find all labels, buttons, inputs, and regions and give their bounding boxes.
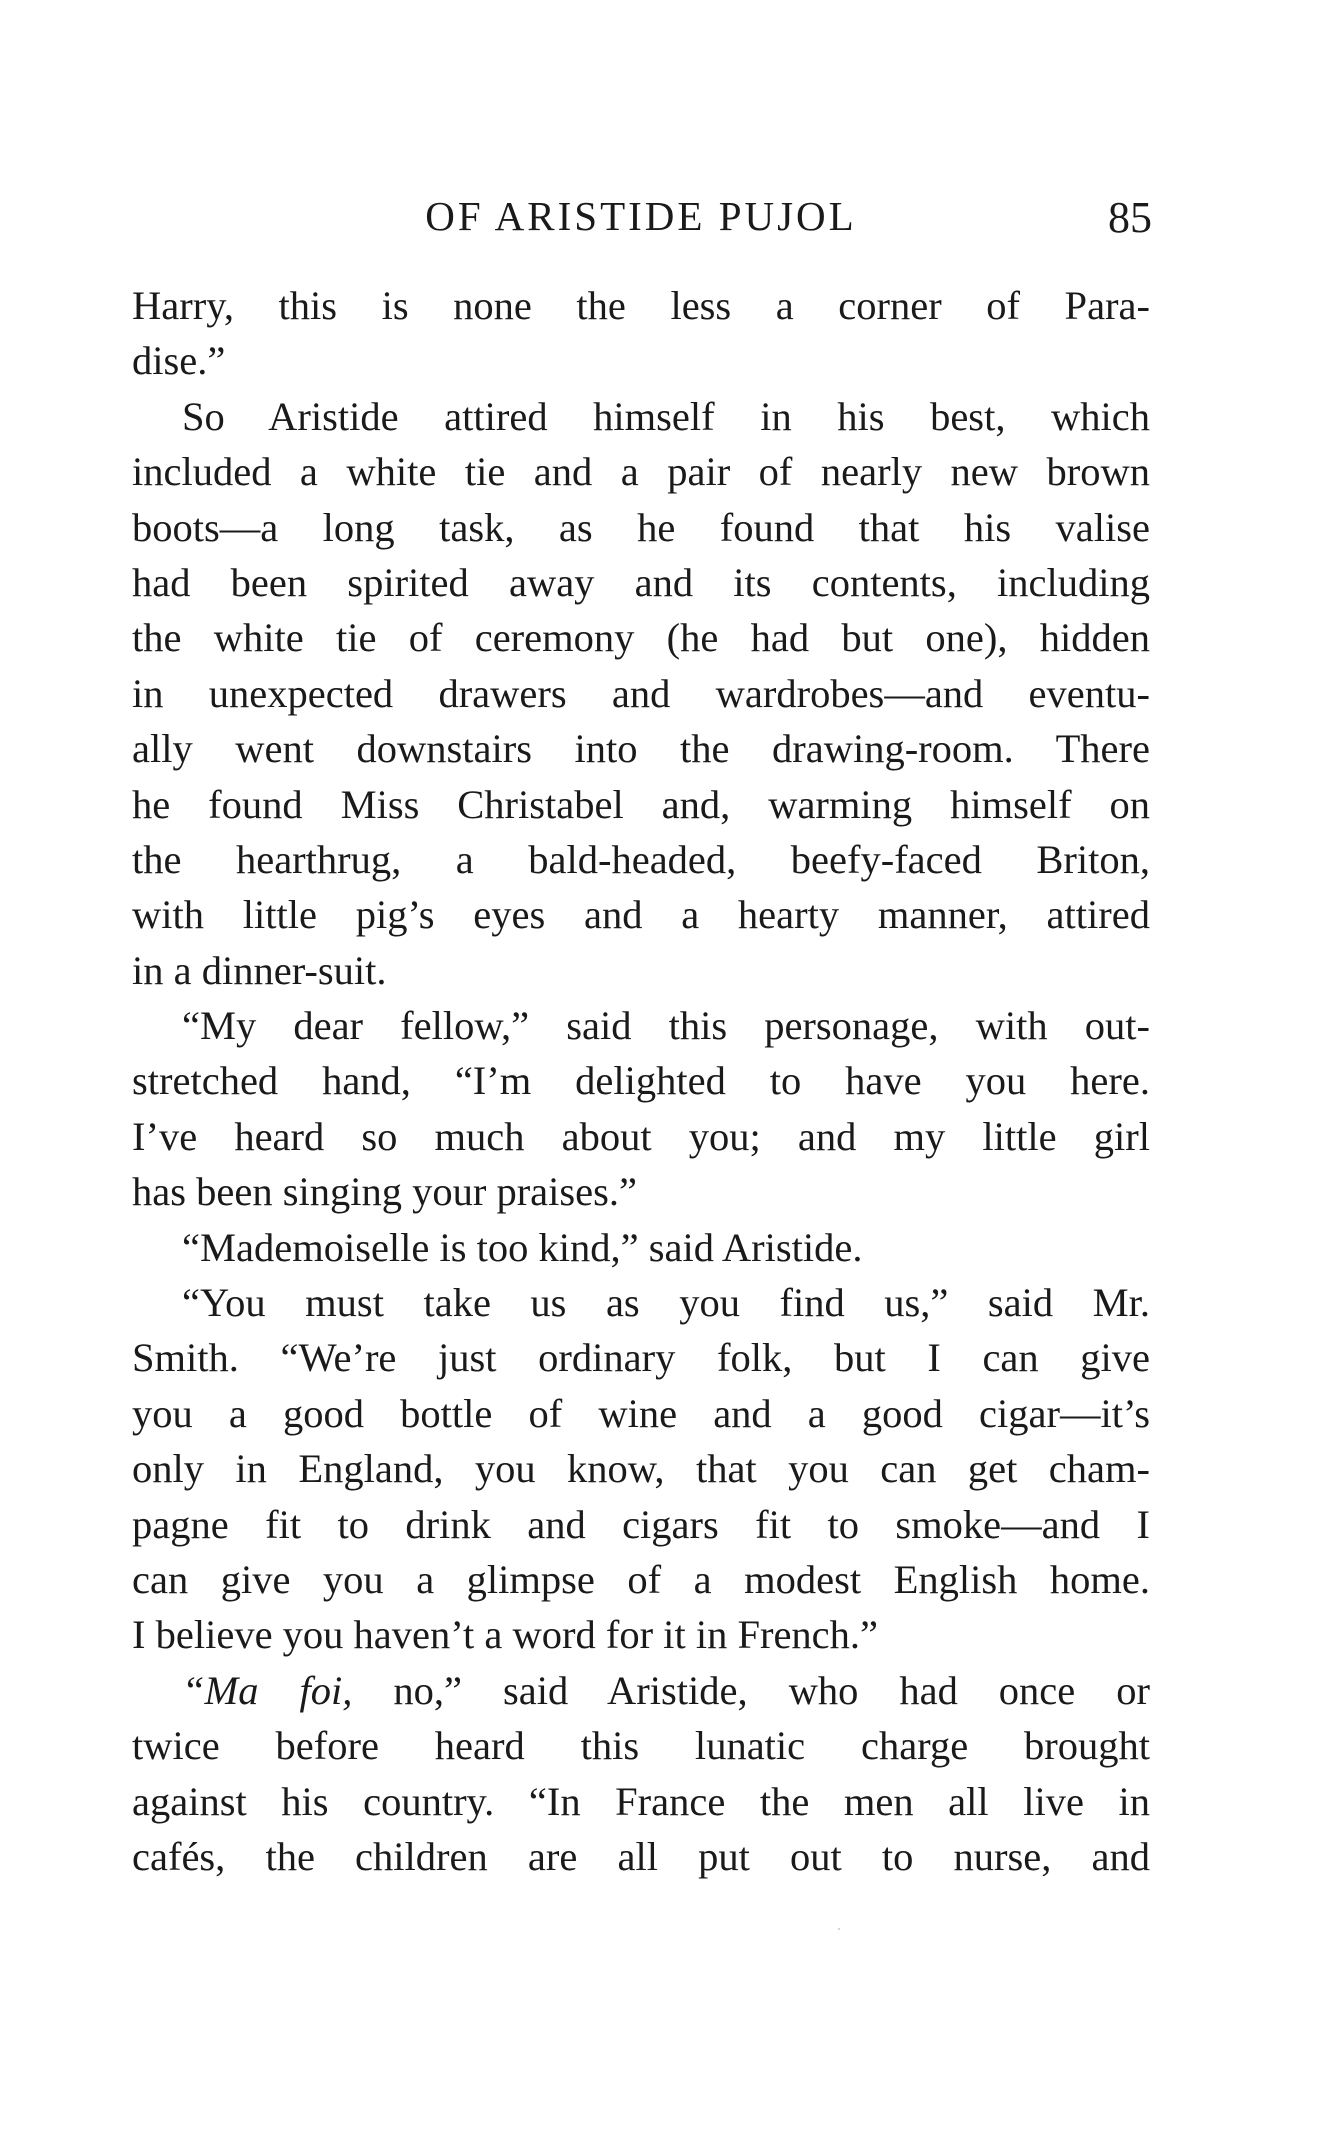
text-line: “You must take us as you find us,” said Mr. xyxy=(182,1280,1150,1326)
text-line: Smith. “We’re just ordinary folk, but I can give xyxy=(132,1335,1150,1381)
text-line-rest: no,” said Aristide, who had once or xyxy=(352,1667,1150,1713)
text-line: he found Miss Christabel and, warming himself on xyxy=(132,781,1150,827)
text-line: can give you a glimpse of a modest English home. xyxy=(132,1556,1150,1602)
text-line: in a dinner-suit. xyxy=(132,947,387,993)
text-line: So Aristide attired himself in his best, which xyxy=(182,393,1150,439)
paper-speck xyxy=(838,1928,840,1930)
italic-phrase: “Ma foi, xyxy=(182,1667,353,1713)
running-head xyxy=(132,186,1150,246)
text-line: with little pig’s eyes and a hearty manner, attired xyxy=(132,892,1150,938)
text-line: had been spirited away and its contents, including xyxy=(132,559,1150,605)
text-line: you a good bottle of wine and a good cigar—it’s xyxy=(132,1390,1150,1436)
text-line: included a white tie and a pair of nearly new brown xyxy=(132,449,1150,495)
text-line: I believe you haven’t a word for it in French.” xyxy=(132,1612,879,1658)
page-number: 85 xyxy=(1108,193,1152,242)
text-line: ally went downstairs into the drawing-room. There xyxy=(132,726,1150,772)
body-text xyxy=(132,278,1150,1884)
text-line: the white tie of ceremony (he had but one), hidden xyxy=(132,615,1150,661)
text-line: the hearthrug, a bald-headed, beefy-faced Briton, xyxy=(132,836,1150,882)
text-line: has been singing your praises.” xyxy=(132,1169,638,1215)
text-line: boots—a long task, as he found that his valise xyxy=(132,504,1150,550)
running-title: OF ARISTIDE PUJOL xyxy=(425,193,857,239)
text-line: twice before heard this lunatic charge brought xyxy=(132,1723,1150,1769)
text-line: Harry, this is none the less a corner of Para- xyxy=(132,283,1150,328)
text-line: against his country. “In France the men all live in xyxy=(132,1778,1150,1824)
text-line: pagne fit to drink and cigars fit to smoke—and I xyxy=(132,1501,1150,1547)
text-line: “Mademoiselle is too kind,” said Aristide. xyxy=(182,1224,863,1270)
text-line: I’ve heard so much about you; and my little girl xyxy=(132,1113,1150,1159)
text-line: only in England, you know, that you can get cham- xyxy=(132,1446,1150,1492)
text-line: “My dear fellow,” said this personage, with out- xyxy=(182,1003,1150,1049)
text-line xyxy=(132,1663,1150,1718)
text-line: dise.” xyxy=(132,338,226,384)
text-line: stretched hand, “I’m delighted to have you here. xyxy=(132,1058,1150,1104)
text-line: cafés, the children are all put out to nurse, and xyxy=(132,1833,1150,1879)
text-line: in unexpected drawers and wardrobes—and eventu- xyxy=(132,670,1150,716)
